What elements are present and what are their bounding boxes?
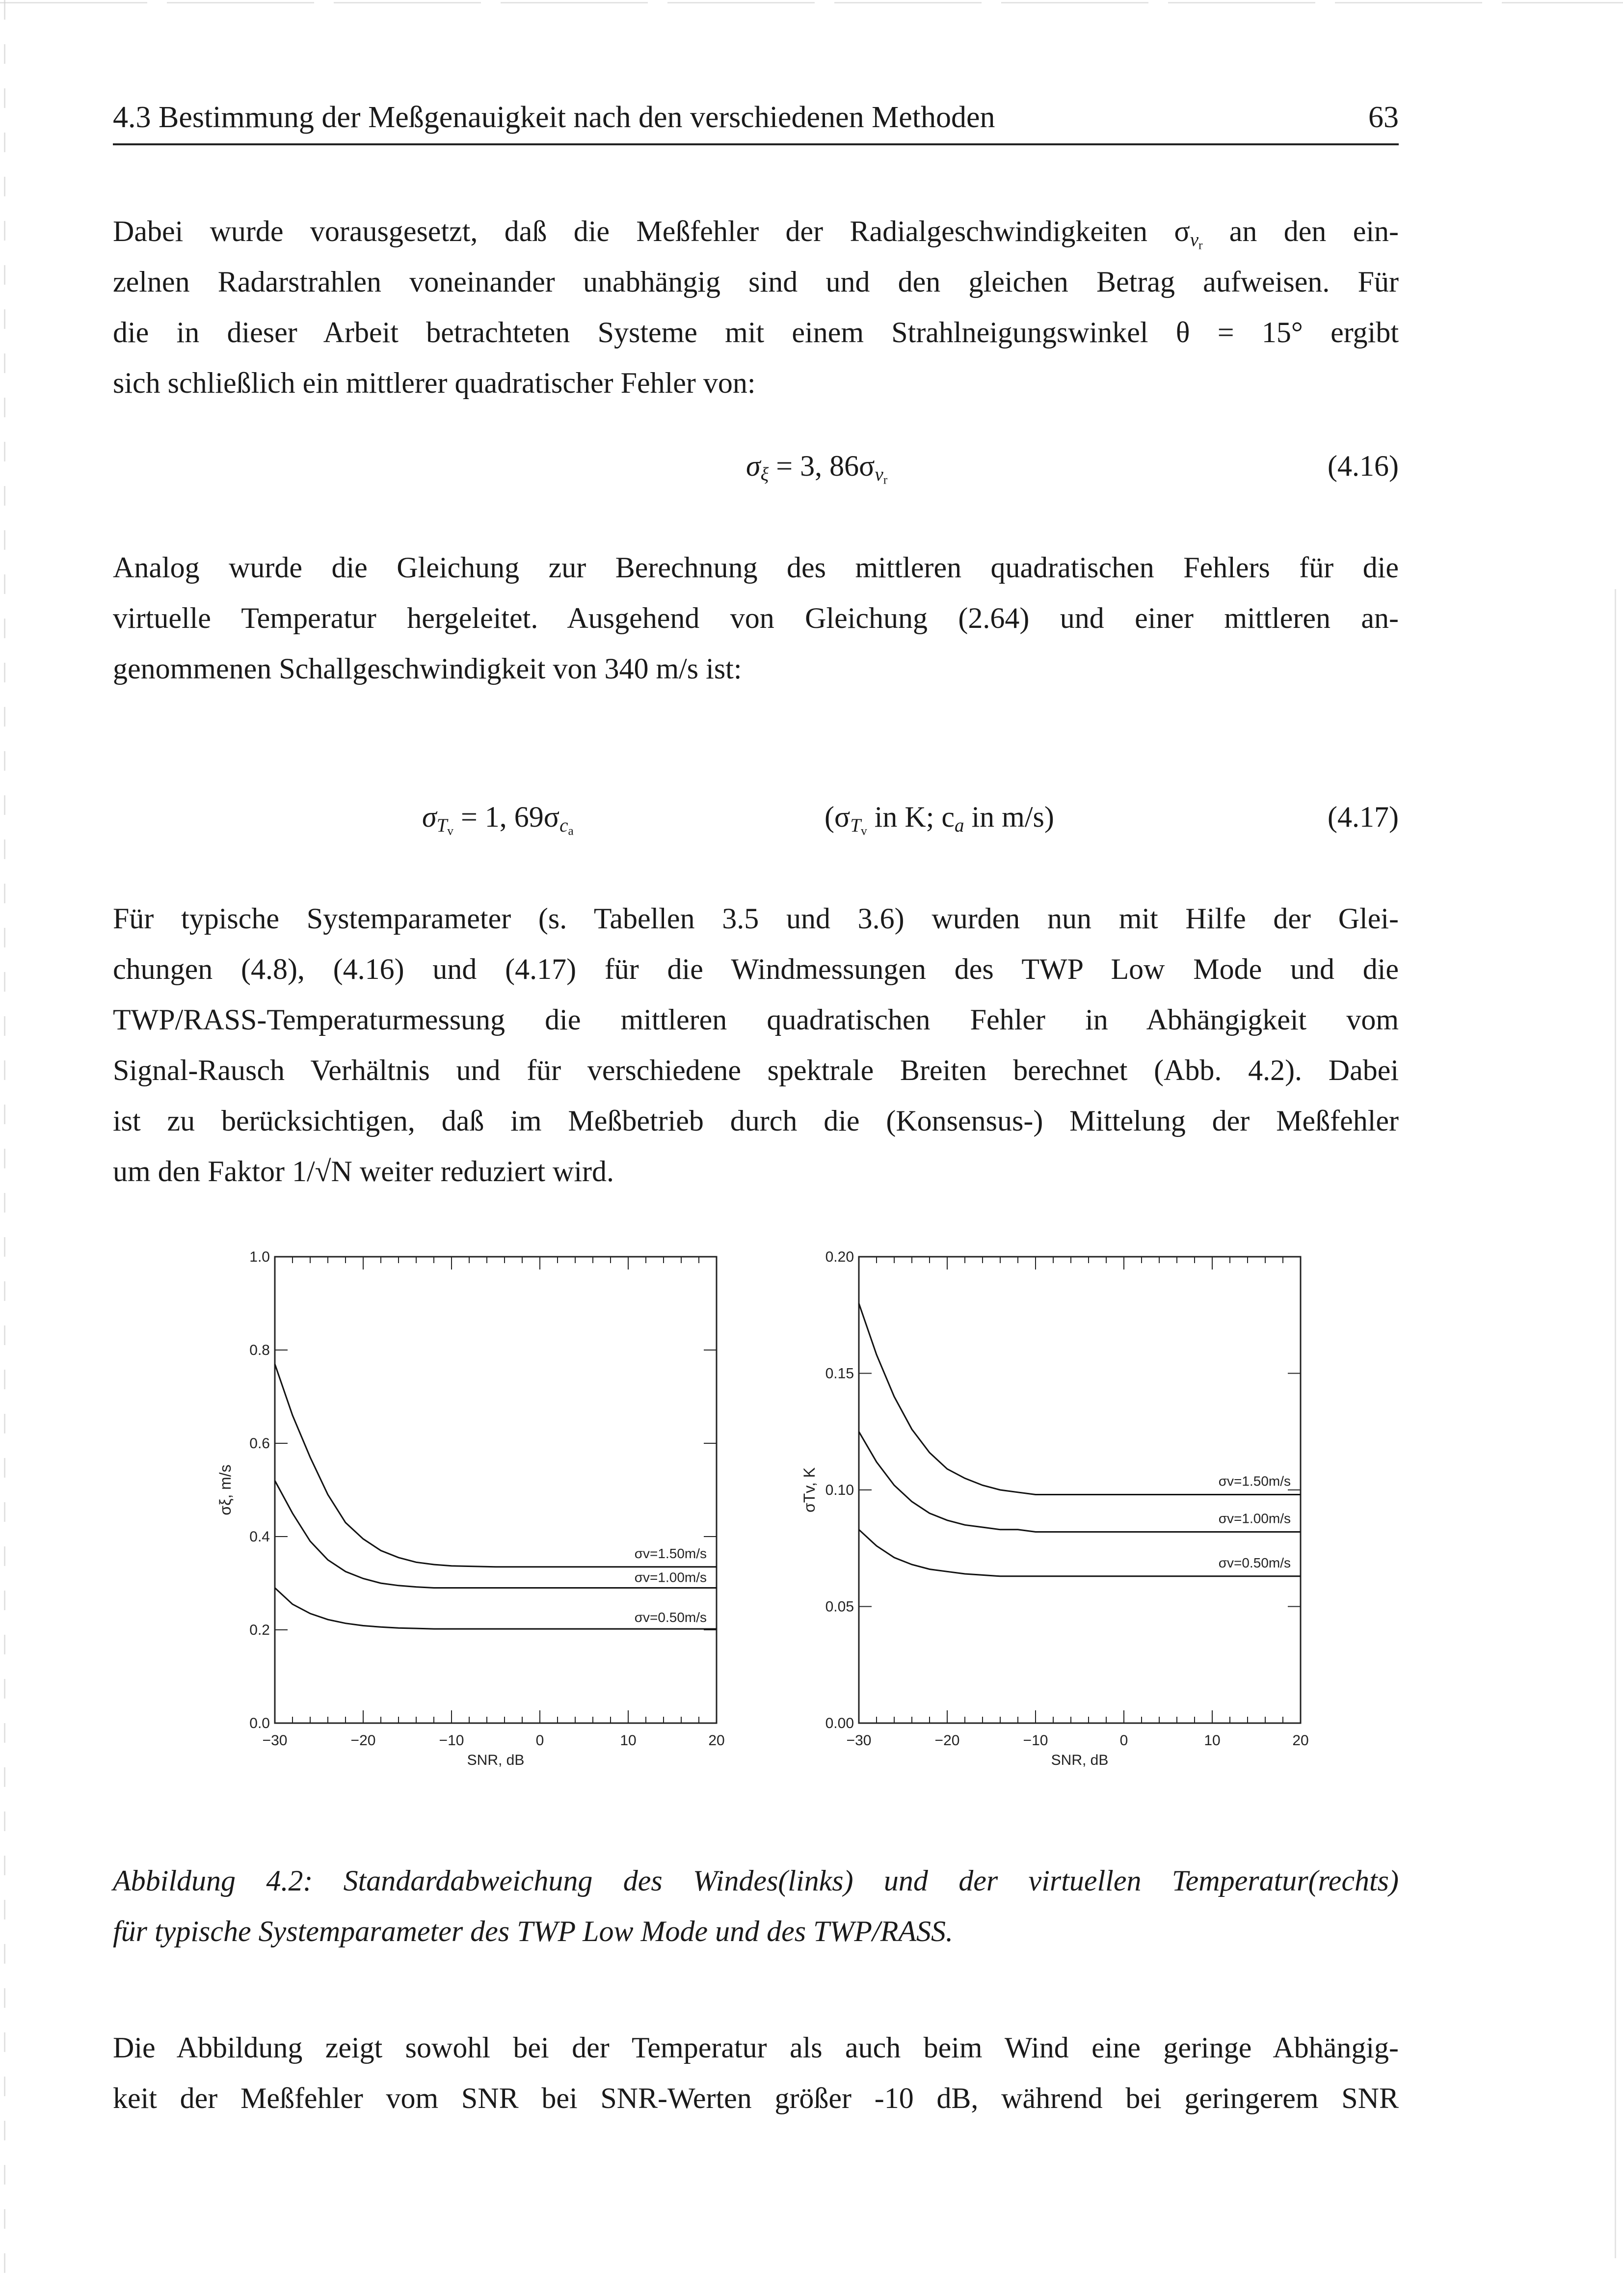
paragraph-1	[113, 206, 1399, 408]
y-tick-label: 0.0	[249, 1715, 270, 1731]
equation-number: (4.17)	[1328, 801, 1399, 833]
paragraph-line: Für typische Systemparameter (s. Tabellen 3.5 und 3.6) wurden nun mit Hilfe der Glei-	[113, 902, 1399, 935]
x-tick-label: 10	[1204, 1732, 1221, 1749]
paragraph-line: Signal-Rausch Verhältnis und für verschiedene spektrale Breiten berechnet (Abb. 4.2). Dabei	[113, 1054, 1399, 1086]
x-tick-label: 20	[708, 1732, 725, 1749]
x-tick-label: 0	[535, 1732, 544, 1749]
y-tick-label: 1.0	[249, 1249, 270, 1265]
paragraph-line: chungen (4.8), (4.16) und (4.17) für die Windmessungen des TWP Low Mode und die	[113, 953, 1399, 985]
section-title: 4.3 Bestimmung der Meßgenauigkeit nach den verschiedenen Methoden	[113, 101, 995, 134]
series-line	[275, 1364, 717, 1567]
series-line	[859, 1303, 1301, 1495]
series-label: σv=0.50m/s	[1218, 1555, 1291, 1570]
paragraph-line: ist zu berücksichtigen, daß im Meßbetrieb durch die (Konsensus-) Mittelung der Meßfehler	[113, 1105, 1399, 1137]
paragraph-line: keit der Meßfehler vom SNR bei SNR-Werten größer -10 dB, während bei geringerem SNR	[113, 2082, 1399, 2114]
paragraph-4	[113, 2023, 1399, 2124]
caption-line: Abbildung 4.2: Standardabweichung des Windes(links) und der virtuellen Temperatur(rechts)	[113, 1864, 1399, 1897]
y-tick-label: 0.15	[825, 1365, 854, 1382]
y-tick-label: 0.10	[825, 1482, 854, 1498]
x-tick-label: −20	[934, 1732, 960, 1749]
series-label: σv=1.00m/s	[1218, 1511, 1291, 1526]
y-axis-label: σTv, K	[800, 1467, 818, 1513]
running-header	[113, 96, 1399, 145]
caption-line: für typische Systemparameter des TWP Low Mode und des TWP/RASS.	[113, 1915, 954, 1947]
x-tick-label: 20	[1292, 1732, 1309, 1749]
paragraph-line: zelnen Radarstrahlen voneinander unabhängig sind und den gleichen Betrag aufweisen. Für	[113, 266, 1399, 298]
figure-caption	[113, 1856, 1399, 1957]
paragraph-line: Analog wurde die Gleichung zur Berechnung des mittleren quadratischen Fehlers für die	[113, 551, 1399, 584]
plot-frame	[275, 1257, 717, 1723]
y-tick-label: 0.6	[249, 1435, 270, 1452]
temperature-error-chart	[790, 1247, 1340, 1811]
scan-artifact-right	[1615, 589, 1616, 2258]
series-label: σv=1.00m/s	[634, 1569, 707, 1585]
page-number: 63	[1368, 101, 1399, 134]
paragraph-3	[113, 893, 1399, 1197]
y-tick-label: 0.8	[249, 1342, 270, 1358]
equation-number: (4.16)	[1328, 450, 1399, 482]
x-tick-label: −20	[350, 1732, 376, 1749]
y-axis-label: σξ, m/s	[216, 1464, 234, 1515]
paragraph-line: virtuelle Temperatur hergeleitet. Ausgehend von Gleichung (2.64) und einer mittleren an-	[113, 602, 1399, 634]
paragraph-line: genommenen Schallgeschwindigkeit von 340 m/s ist:	[113, 652, 742, 685]
paragraph-line: um den Faktor 1/√N weiter reduziert wird.	[113, 1155, 614, 1188]
scan-artifact-top	[0, 2, 1623, 3]
paragraph-line: TWP/RASS-Temperaturmessung die mittleren quadratischen Fehler in Abhängigkeit vom	[113, 1003, 1399, 1036]
x-tick-label: −10	[439, 1732, 464, 1749]
x-axis-label: SNR, dB	[1051, 1752, 1109, 1768]
x-tick-label: −10	[1023, 1732, 1048, 1749]
y-tick-label: 0.20	[825, 1249, 854, 1265]
series-label: σv=0.50m/s	[634, 1610, 707, 1625]
x-tick-label: 10	[620, 1732, 637, 1749]
plot-frame	[859, 1257, 1301, 1723]
x-tick-label: −30	[262, 1732, 288, 1749]
paragraph-line: Dabei wurde vorausgesetzt, daß die Meßfehler der Radialgeschwindigkeiten $\sigma_{v_r}$ an den ein-	[113, 215, 1399, 252]
paragraph-line: Die Abbildung zeigt sowohl bei der Temperatur als auch beim Wind eine geringe Abhängig-	[113, 2031, 1399, 2064]
wind-error-chart	[206, 1247, 756, 1811]
x-tick-label: 0	[1119, 1732, 1128, 1749]
paragraph-line: sich schließlich ein mittlerer quadratischer Fehler von:	[113, 367, 756, 399]
equation-4-16: $\sigma_\xi = 3$, $86\sigma_{v_r}$ (4.16)	[746, 450, 1399, 487]
y-tick-label: 0.2	[249, 1622, 270, 1638]
paragraph-line: die in dieser Arbeit betrachteten Systeme mit einem Strahlneigungswinkel θ = 15° ergibt	[113, 316, 1399, 349]
y-tick-label: 0.05	[825, 1598, 854, 1615]
y-tick-label: 0.00	[825, 1715, 854, 1731]
series-label: σv=1.50m/s	[634, 1545, 707, 1561]
x-tick-label: −30	[846, 1732, 872, 1749]
series-label: σv=1.50m/s	[1218, 1473, 1291, 1489]
paragraph-2	[113, 542, 1399, 694]
scan-artifact-left	[4, 0, 5, 2296]
y-tick-label: 0.4	[249, 1529, 270, 1545]
equation-4-17: $\sigma_{T_v} = 1$, $69\sigma_{c_a}$ ($\sigma_{T_v}$ in K; $c_a$ in m/s) (4.17)	[422, 801, 1399, 838]
x-axis-label: SNR, dB	[467, 1752, 525, 1768]
